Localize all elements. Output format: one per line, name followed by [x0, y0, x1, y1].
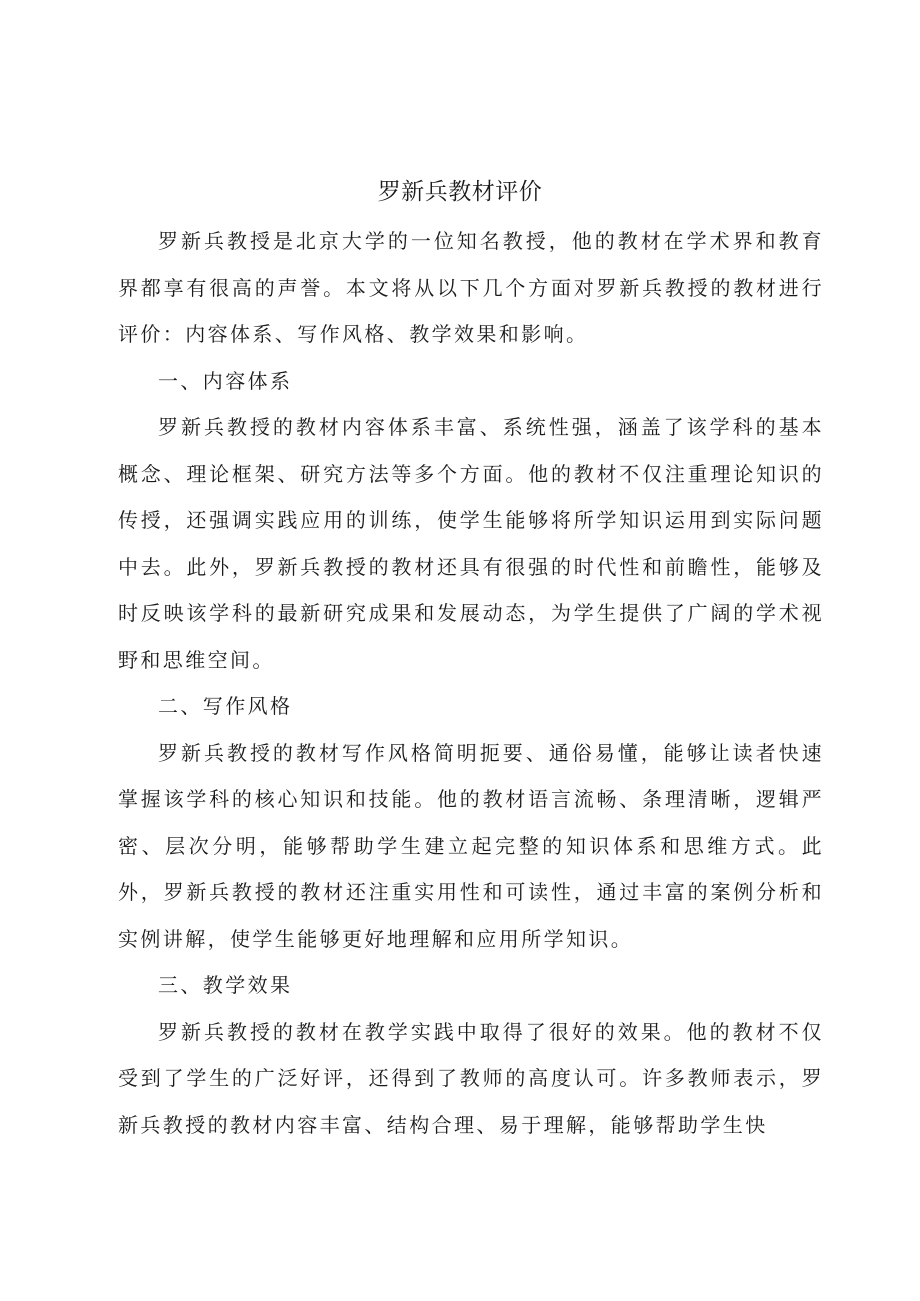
section-heading-teaching-effect: 三、教学效果: [158, 973, 293, 997]
section-heading-writing-style: 二、写作风格: [158, 694, 293, 718]
section-heading-content-system: 一、内容体系: [158, 368, 293, 393]
section-paragraph-teaching-effect: 罗新兵教授的教材在教学实践中取得了很好的效果。他的教材不仅受到了学生的广泛好评，还得到了教师的高度认可。许多教师表示，罗新兵教授的教材内容丰富、结构合理、易于理解，能够帮助学生快: [118, 1019, 824, 1137]
document-body: [118, 218, 824, 1148]
section-paragraph-writing-style: 罗新兵教授的教材写作风格简明扼要、通俗易懂，能够让读者快速掌握该学科的核心知识和技能。他的教材语言流畅、条理清晰，逻辑严密、层次分明，能够帮助学生建立起完整的知识体系和思维方式。此外，罗新兵教授的教材还注重实用性和可读性，通过丰富的案例分析和实例讲解，使学生能够更好地理解和应用所学知识。: [118, 740, 824, 951]
section-paragraph-content-system: 罗新兵教授的教材内容体系丰富、系统性强，涵盖了该学科的基本概念、理论框架、研究方法等多个方面。他的教材不仅注重理论知识的传授，还强调实践应用的训练，使学生能够将所学知识运用到实际问题中去。此外，罗新兵教授的教材还具有很强的时代性和前瞻性，能够及时反映该学科的最新研究成果和发展动态，为学生提供了广阔的学术视野和思维空间。: [118, 415, 824, 672]
document-title: 罗新兵教材评价: [377, 179, 543, 205]
intro-paragraph: 罗新兵教授是北京大学的一位知名教授，他的教材在学术界和教育界都享有很高的声誉。本文将从以下几个方面对罗新兵教授的教材进行评价：内容体系、写作风格、教学效果和影响。: [118, 229, 824, 346]
